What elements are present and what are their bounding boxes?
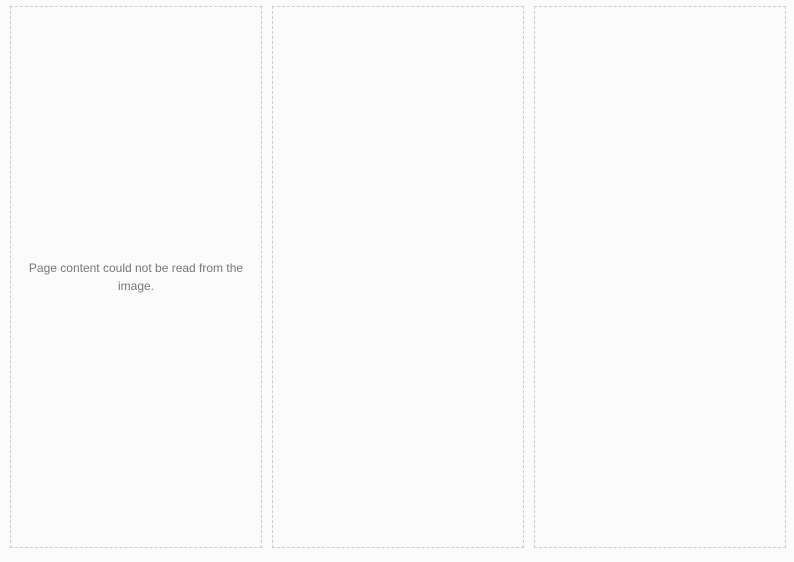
column-middle	[272, 6, 524, 548]
column-right	[534, 6, 786, 548]
column-left	[10, 6, 262, 548]
unreadable-notice: Page content could not be read from the image.	[28, 261, 244, 293]
